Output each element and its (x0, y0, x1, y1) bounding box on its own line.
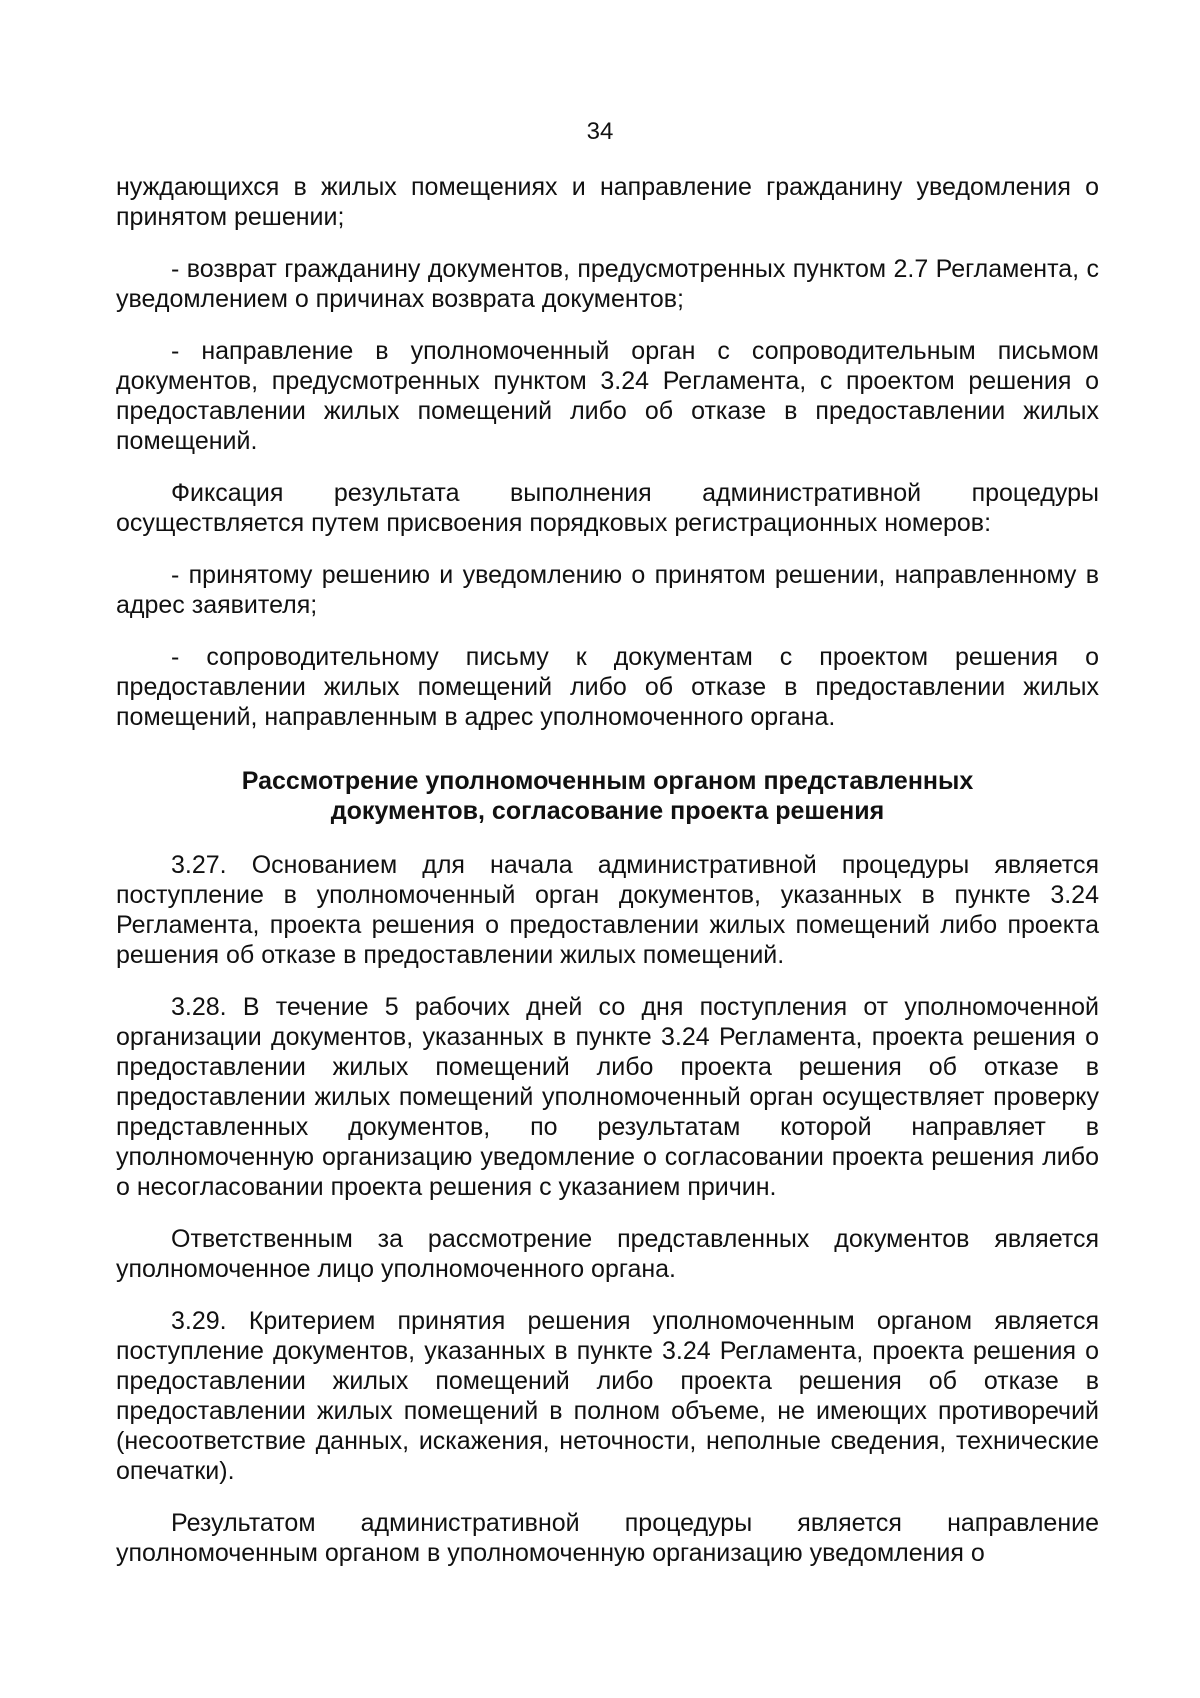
paragraph-6: - сопроводительному письму к документам с проектом решения о предоставлении жилых помещений либо об отказе в предоставлении жилых помещений, направленным в адрес уполномоченного органа. (116, 643, 1099, 731)
paragraph-8: 3.28. В течение 5 рабочих дней со дня поступления от уполномоченной организации документов, указанных в пункте 3.24 Регламента, проекта решения о предоставлении жилых помещений либо проекта решения об отказе в предоставлении жилых помещений уполномоченный орган осуществляет проверку представленных документов, по результатам которой направляет в уполномоченную организацию уведомление о согласовании проекта решения либо о несогласовании проекта решения с указанием причин. (116, 993, 1099, 1201)
paragraph-1: нуждающихся в жилых помещениях и направление гражданину уведомления о принятом решении; (116, 173, 1099, 231)
paragraph-7: 3.27. Основанием для начала административной процедуры является поступление в уполномоченный орган документов, указанных в пункте 3.24 Регламента, проекта решения о предоставлении жилых помещений либо проекта решения об отказе в предоставлении жилых помещений. (116, 851, 1099, 969)
page-number: 34 (586, 118, 614, 145)
paragraph-9: Ответственным за рассмотрение представленных документов является уполномоченное лицо уполномоченного органа. (116, 1225, 1099, 1283)
paragraph-11: Результатом административной процедуры является направление уполномоченным органом в уполномоченную организацию уведомления о (116, 1509, 1099, 1567)
section-heading (116, 766, 1099, 826)
section-heading-line-2: документов, согласование проекта решения (330, 797, 885, 825)
paragraph-4: Фиксация результата выполнения административной процедуры осуществляется путем присвоения порядковых регистрационных номеров: (116, 479, 1099, 537)
paragraph-3: - направление в уполномоченный орган с сопроводительным письмом документов, предусмотренных пунктом 3.24 Регламента, с проектом решения о предоставлении жилых помещений либо об отказе в предоставлении жилых помещений. (116, 337, 1099, 455)
paragraph-10: 3.29. Критерием принятия решения уполномоченным органом является поступление документов, указанных в пункте 3.24 Регламента, проекта решения о предоставлении жилых помещений либо проекта решения об отказе в предоставлении жилых помещений в полном объеме, не имеющих противоречий (несоответствие данных, искажения, неточности, неполные сведения, технические опечатки). (116, 1307, 1099, 1485)
paragraph-5: - принятому решению и уведомлению о принятом решении, направленному в адрес заявителя; (116, 561, 1099, 619)
section-heading-line-1: Рассмотрение уполномоченным органом представленных (241, 767, 974, 795)
paragraph-2: - возврат гражданину документов, предусмотренных пунктом 2.7 Регламента, с уведомлением о причинах возврата документов; (116, 255, 1099, 313)
document-body (116, 172, 1099, 1590)
